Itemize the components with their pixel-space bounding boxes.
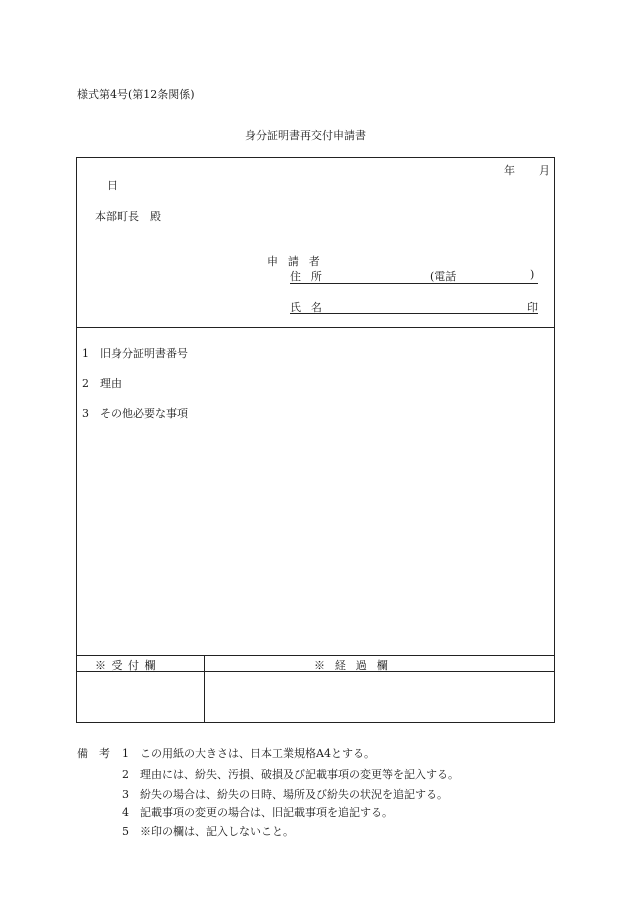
remarks-note: 1 この用紙の大きさは、日本工業規格A4とする。 <box>122 747 375 760</box>
phone-open-label: (電話 <box>430 270 457 283</box>
remarks-note: 4 記載事項の変更の場合は、旧記載事項を追記する。 <box>122 806 393 819</box>
remarks-label: 備 考 <box>77 747 110 760</box>
date-year-label: 年 <box>504 164 515 177</box>
name-label: 氏名 <box>290 301 332 314</box>
item-other-matters: 3 その他必要な事項 <box>82 407 188 420</box>
applicant-label: 申請者 <box>267 255 330 268</box>
section-divider <box>77 327 554 328</box>
seal-mark: 印 <box>527 301 538 314</box>
footer-table-column-divider <box>204 655 205 722</box>
item-reason: 2 理由 <box>82 377 122 390</box>
remarks-note: 3 紛失の場合は、紛失の日時、場所及び紛失の状況を追記する。 <box>122 788 448 801</box>
remarks-note: 5 ※印の欄は、記入しないこと。 <box>122 825 294 838</box>
item-old-certificate-number: 1 旧身分証明書番号 <box>82 347 188 360</box>
date-day-label: 日 <box>107 179 118 192</box>
address-label: 住所 <box>290 270 332 283</box>
form-number: 様式第4号(第12条関係) <box>77 88 195 101</box>
progress-column-header: ※経過欄 <box>314 659 398 672</box>
name-underline <box>290 313 538 314</box>
phone-close-label: ) <box>530 268 535 281</box>
date-month-label: 月 <box>539 164 550 177</box>
form-title: 身分証明書再交付申請書 <box>245 129 366 142</box>
remarks-note: 2 理由には、紛失、汚損、破損及び記載事項の変更等を記入する。 <box>122 768 459 781</box>
footer-table-top-border <box>77 655 554 656</box>
address-underline <box>290 283 538 284</box>
reception-column-header: ※受付欄 <box>95 659 161 672</box>
addressee: 本部町長 殿 <box>95 210 161 223</box>
application-form <box>76 157 555 723</box>
